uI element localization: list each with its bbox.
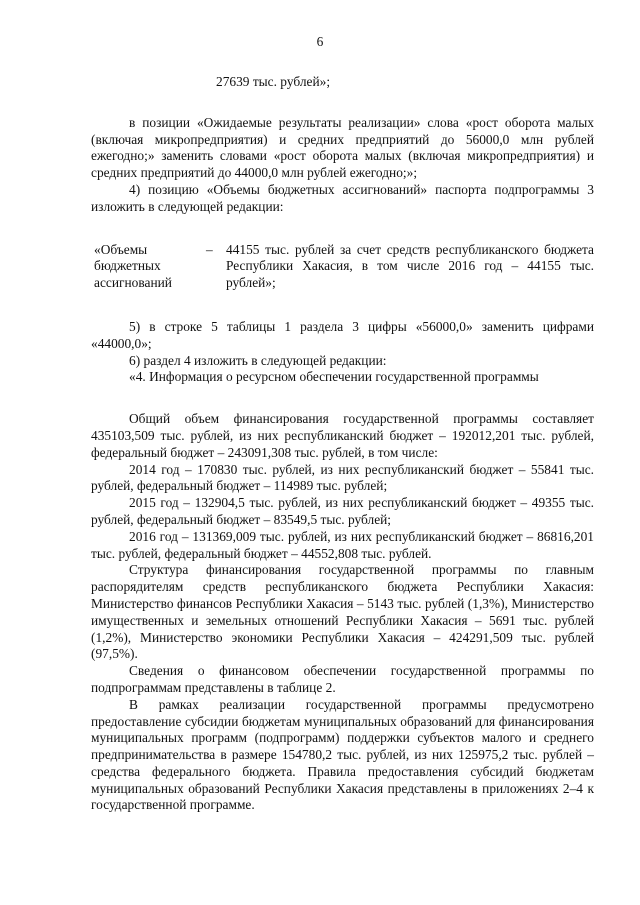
page-number: 6 <box>316 34 324 49</box>
paragraph-2015: 2015 год – 132904,5 тыс. рублей, из них республиканский бюджет – 49355 тыс. рублей, федеральный бюджет – 83549,5 тыс. рублей; <box>91 495 594 527</box>
paragraph-2016: 2016 год – 131369,009 тыс. рублей, из них республиканский бюджет – 86816,201 тыс. рублей, федеральный бюджет – 44552,808 тыс. рублей. <box>91 528 594 561</box>
paragraph-expected-results: в позиции «Ожидаемые результаты реализации» слова «рост оборота малых (включая микропредприятия) и средних предприятий до 56000,0 млн рублей ежегодно;» заменить словами «рост оборота малых (включая микропредприятия) и средних предприятий до 44000,0 млн рублей ежегодно;»; <box>91 114 594 181</box>
passport-block <box>94 242 594 292</box>
section-heading: «4. Информация о ресурсном обеспечении государственной программы <box>129 369 539 385</box>
paragraph-item-5: 5) в строке 5 таблицы 1 раздела 3 цифры «56000,0» заменить цифрами «44000,0»; <box>91 318 594 351</box>
paragraph-total-funding: Общий объем финансирования государственной программы составляет 435103,509 тыс. рублей, из них республиканский бюджет – 192012,201 тыс. рублей, федеральный бюджет – 243091,308 тыс. рублей, в том числе: <box>91 411 594 460</box>
paragraph-subsidies: В рамках реализации государственной программы предусмотрено предоставление субсидии бюджетам муниципальных образований для финансирования муниципальных программ (подпрограмм) поддержки субъектов малого и среднего предпринимательства в размере 154780,2 тыс. рублей, из них 125975,2 тыс. рублей – средства федерального бюджета. Правила предоставления субсидий бюджетам муниципальных образований Республики Хакасия представлены в приложениях 2–4 к государственной программе. <box>91 696 594 813</box>
paragraph-item-6: 6) раздел 4 изложить в следующей редакции: <box>129 352 387 368</box>
passport-label: «Объемы бюджетных ассигнований <box>94 241 172 291</box>
passport-dash: – <box>206 241 213 257</box>
paragraph-table-2: Сведения о финансовом обеспечении государственной программы по подпрограммам представлены в таблице 2. <box>91 663 594 695</box>
document-body <box>91 74 594 814</box>
paragraph-funding-structure: Структура финансирования государственной программы по главным распорядителям средств республиканского бюджета Республики Хакасия: Министерство финансов Республики Хакасия – 5143 тыс. рублей (1,3%), Министерство имущественных и земельных отношений Республики Хакасия – 5691 тыс. рублей (1,2%), Министерство экономики Республики Хакасия – 424291,509 тыс. рублей (97,5%). <box>91 562 594 662</box>
paragraph-tail: 27639 тыс. рублей»; <box>216 74 331 89</box>
passport-text: 44155 тыс. рублей за счет средств республиканского бюджета Республики Хакасия, в том числе 2016 год – 44155 тыс. рублей»; <box>226 241 594 291</box>
paragraph-item-4: 4) позицию «Объемы бюджетных ассигнований» паспорта подпрограммы 3 изложить в следующей редакции: <box>91 181 594 214</box>
paragraph-2014: 2014 год – 170830 тыс. рублей, из них республиканский бюджет – 55841 тыс. рублей, федеральный бюджет – 114989 тыс. рублей; <box>91 461 594 494</box>
